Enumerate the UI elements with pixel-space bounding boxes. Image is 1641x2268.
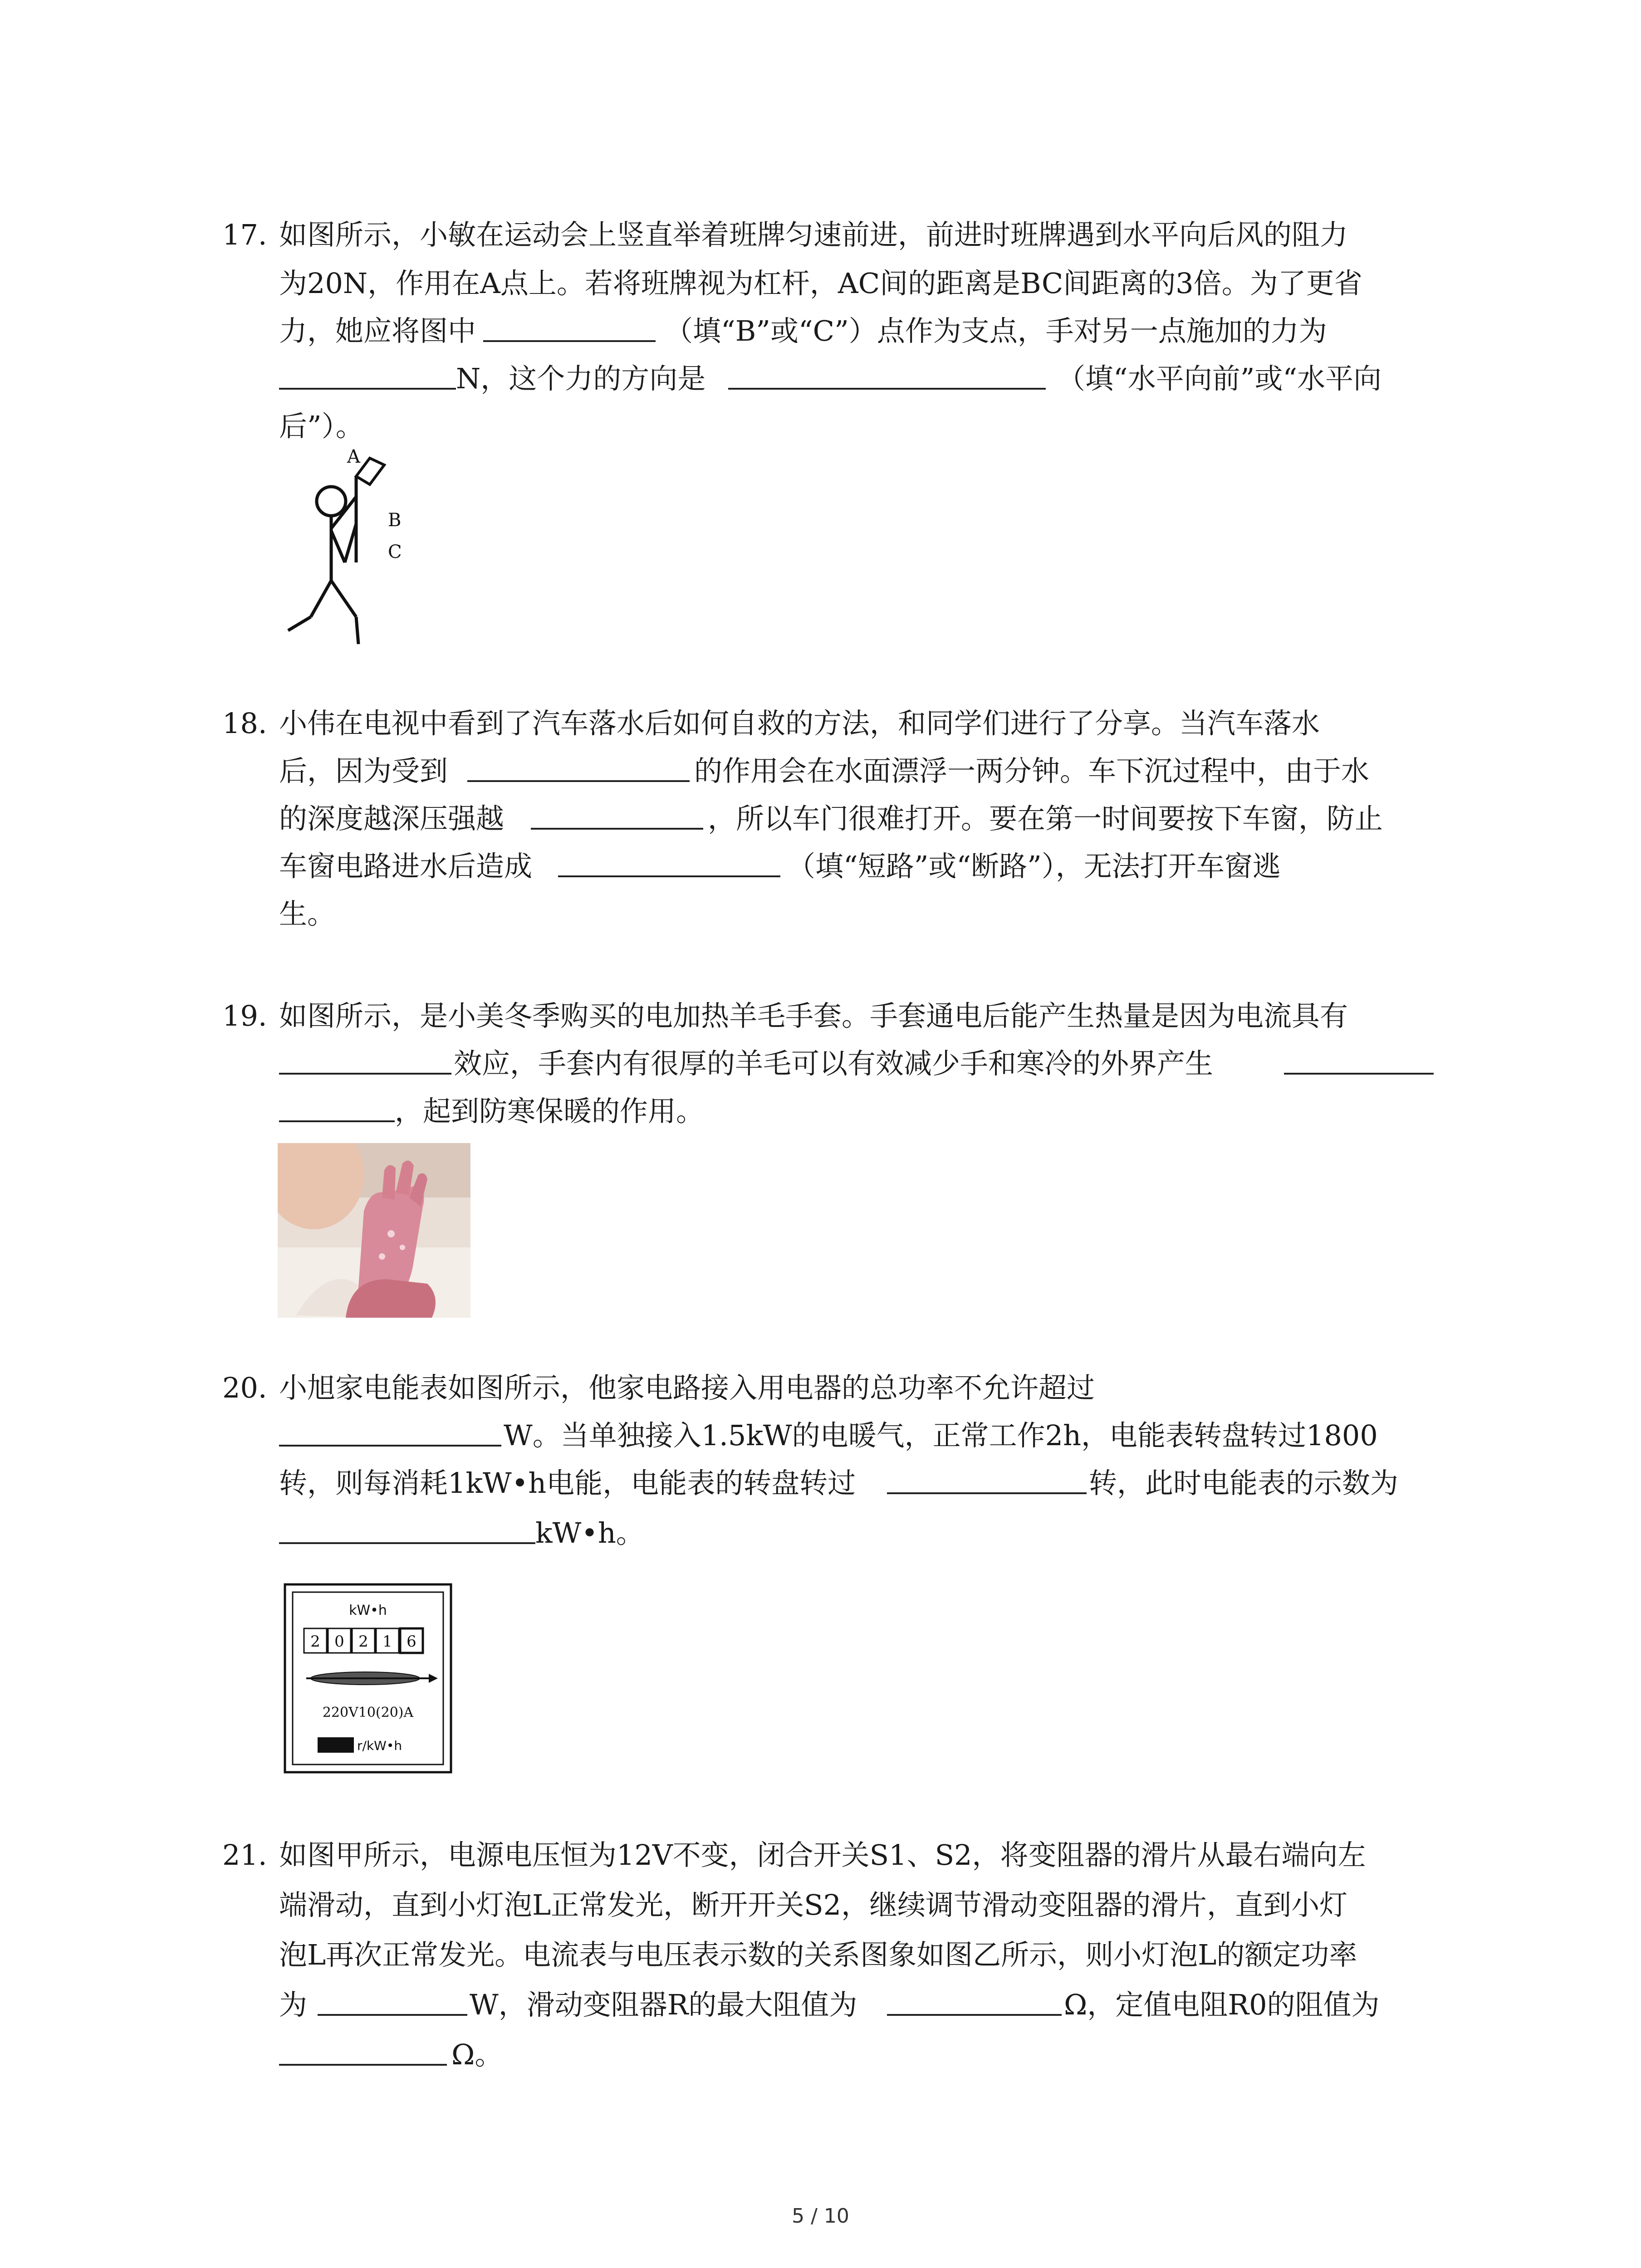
question-text-line: 的作用会在水面漂浮一两分钟。车下沉过程中，由于水 xyxy=(694,754,1370,787)
question-text-line: 如图所示，是小美冬季购买的电加热羊毛手套。手套通电后能产生热量是因为电流具有 xyxy=(279,999,1348,1032)
question-text-line: （填“水平向前”或“水平向 xyxy=(1057,362,1382,395)
question-text-line: 转，此时电能表的示数为 xyxy=(1089,1466,1399,1500)
label-a: A xyxy=(347,449,360,467)
page-number: 5 / 10 xyxy=(792,2204,849,2228)
answer-blank-2-continued[interactable] xyxy=(279,1093,395,1122)
question-text-line: 泡L再次正常发光。电流表与电压表示数的关系图象如图乙所示，则小灯泡L的额定功率 xyxy=(279,1938,1357,1971)
question-text-line: Ω。 xyxy=(451,2038,503,2071)
question-number: 17. xyxy=(222,218,267,251)
question-number: 20. xyxy=(222,1371,267,1404)
question-text-line: 生。 xyxy=(279,897,336,930)
question-text-line: 的深度越深压强越 xyxy=(279,802,505,835)
question-text-line: 如图甲所示，电源电压恒为12V不变，闭合开关S1、S2，将变阻器的滑片从最右端向左 xyxy=(279,1838,1366,1872)
question-text-line: ，所以车门很难打开。要在第一时间要按下车窗，防止 xyxy=(708,802,1383,835)
answer-blank-3[interactable] xyxy=(558,848,780,877)
question-text-line: 效应，手套内有很厚的羊毛可以有效减少手和寒冷的外界产生 xyxy=(454,1047,1214,1080)
question-text-line: 小旭家电能表如图所示，他家电路接入用电器的总功率不允许超过 xyxy=(279,1371,1095,1404)
meter-rating: 220V10(20)A xyxy=(322,1705,414,1721)
answer-blank-2[interactable] xyxy=(887,1465,1087,1494)
question-number: 18. xyxy=(222,707,267,740)
answer-blank-1[interactable] xyxy=(483,313,656,342)
question-text-line: 力，她应将图中 xyxy=(279,314,476,347)
question-text-line: 后，因为受到 xyxy=(279,754,448,787)
answer-blank-1[interactable] xyxy=(279,1046,451,1075)
meter-digits xyxy=(304,1628,423,1653)
answer-blank-1[interactable] xyxy=(318,1987,467,2016)
answer-blank-1[interactable] xyxy=(279,1418,501,1447)
meter-digit: 0 xyxy=(334,1633,344,1651)
question-text-line: （填“B”或“C”）点作为支点，手对另一点施加的力为 xyxy=(665,314,1327,347)
question-number: 21. xyxy=(222,1838,267,1872)
label-b: B xyxy=(388,510,402,531)
question-text-line: W，滑动变阻器R的最大阻值为 xyxy=(470,1988,857,2021)
question-text-line: （填“短路”或“断路”），无法打开车窗逃 xyxy=(787,850,1281,883)
answer-blank-2[interactable] xyxy=(1284,1046,1434,1075)
meter-digit: 2 xyxy=(358,1633,368,1651)
question-number: 19. xyxy=(222,999,267,1032)
meter-digit: 2 xyxy=(310,1633,320,1651)
question-text-line: 如图所示，小敏在运动会上竖直举着班牌匀速前进，前进时班牌遇到水平向后风的阻力 xyxy=(279,218,1348,251)
question-text-line: Ω，定值电阻R0的阻值为 xyxy=(1064,1988,1380,2021)
label-c: C xyxy=(388,542,402,562)
question-text-line: 端滑动，直到小灯泡L正常发光，断开开关S2，继续调节滑动变阻器的滑片，直到小灯 xyxy=(279,1888,1348,1921)
question-text-line: ，起到防寒保暖的作用。 xyxy=(395,1095,705,1128)
question-text-line: 车窗电路进水后造成 xyxy=(279,850,533,883)
meter-unit: kW•h xyxy=(349,1603,387,1618)
heated-glove-photo xyxy=(278,1143,470,1318)
answer-blank-3[interactable] xyxy=(279,2037,447,2066)
question-text-line: N，这个力的方向是 xyxy=(456,362,706,395)
answer-blank-2[interactable] xyxy=(279,361,456,390)
stick-figure-banner-diagram xyxy=(279,449,424,653)
question-text-line: kW•h。 xyxy=(535,1516,644,1549)
electric-meter-diagram xyxy=(284,1583,452,1774)
meter-digit: 1 xyxy=(382,1633,392,1651)
question-text-line: 小伟在电视中看到了汽车落水后如何自救的方法，和同学们进行了分享。当汽车落水 xyxy=(279,707,1320,740)
meter-rev-unit: r/kW•h xyxy=(357,1738,402,1753)
question-text-line: W。当单独接入1.5kW的电暖气，正常工作2h，电能表转盘转过1800 xyxy=(504,1419,1378,1452)
answer-blank-2[interactable] xyxy=(887,1987,1062,2016)
answer-blank-3[interactable] xyxy=(728,361,1046,390)
meter-digit: 6 xyxy=(407,1633,416,1651)
answer-blank-3[interactable] xyxy=(279,1515,535,1544)
question-text-line: 转，则每消耗1kW•h电能，电能表的转盘转过 xyxy=(279,1466,856,1500)
answer-blank-1[interactable] xyxy=(467,753,690,782)
answer-blank-2[interactable] xyxy=(531,801,703,830)
question-text-line: 后”）。 xyxy=(279,410,364,443)
question-text-line: 为20N，作用在A点上。若将班牌视为杠杆，AC间的距离是BC间距离的3倍。为了更省 xyxy=(279,267,1362,300)
question-text-line: 为 xyxy=(279,1988,308,2021)
redacted-constant xyxy=(318,1737,354,1753)
